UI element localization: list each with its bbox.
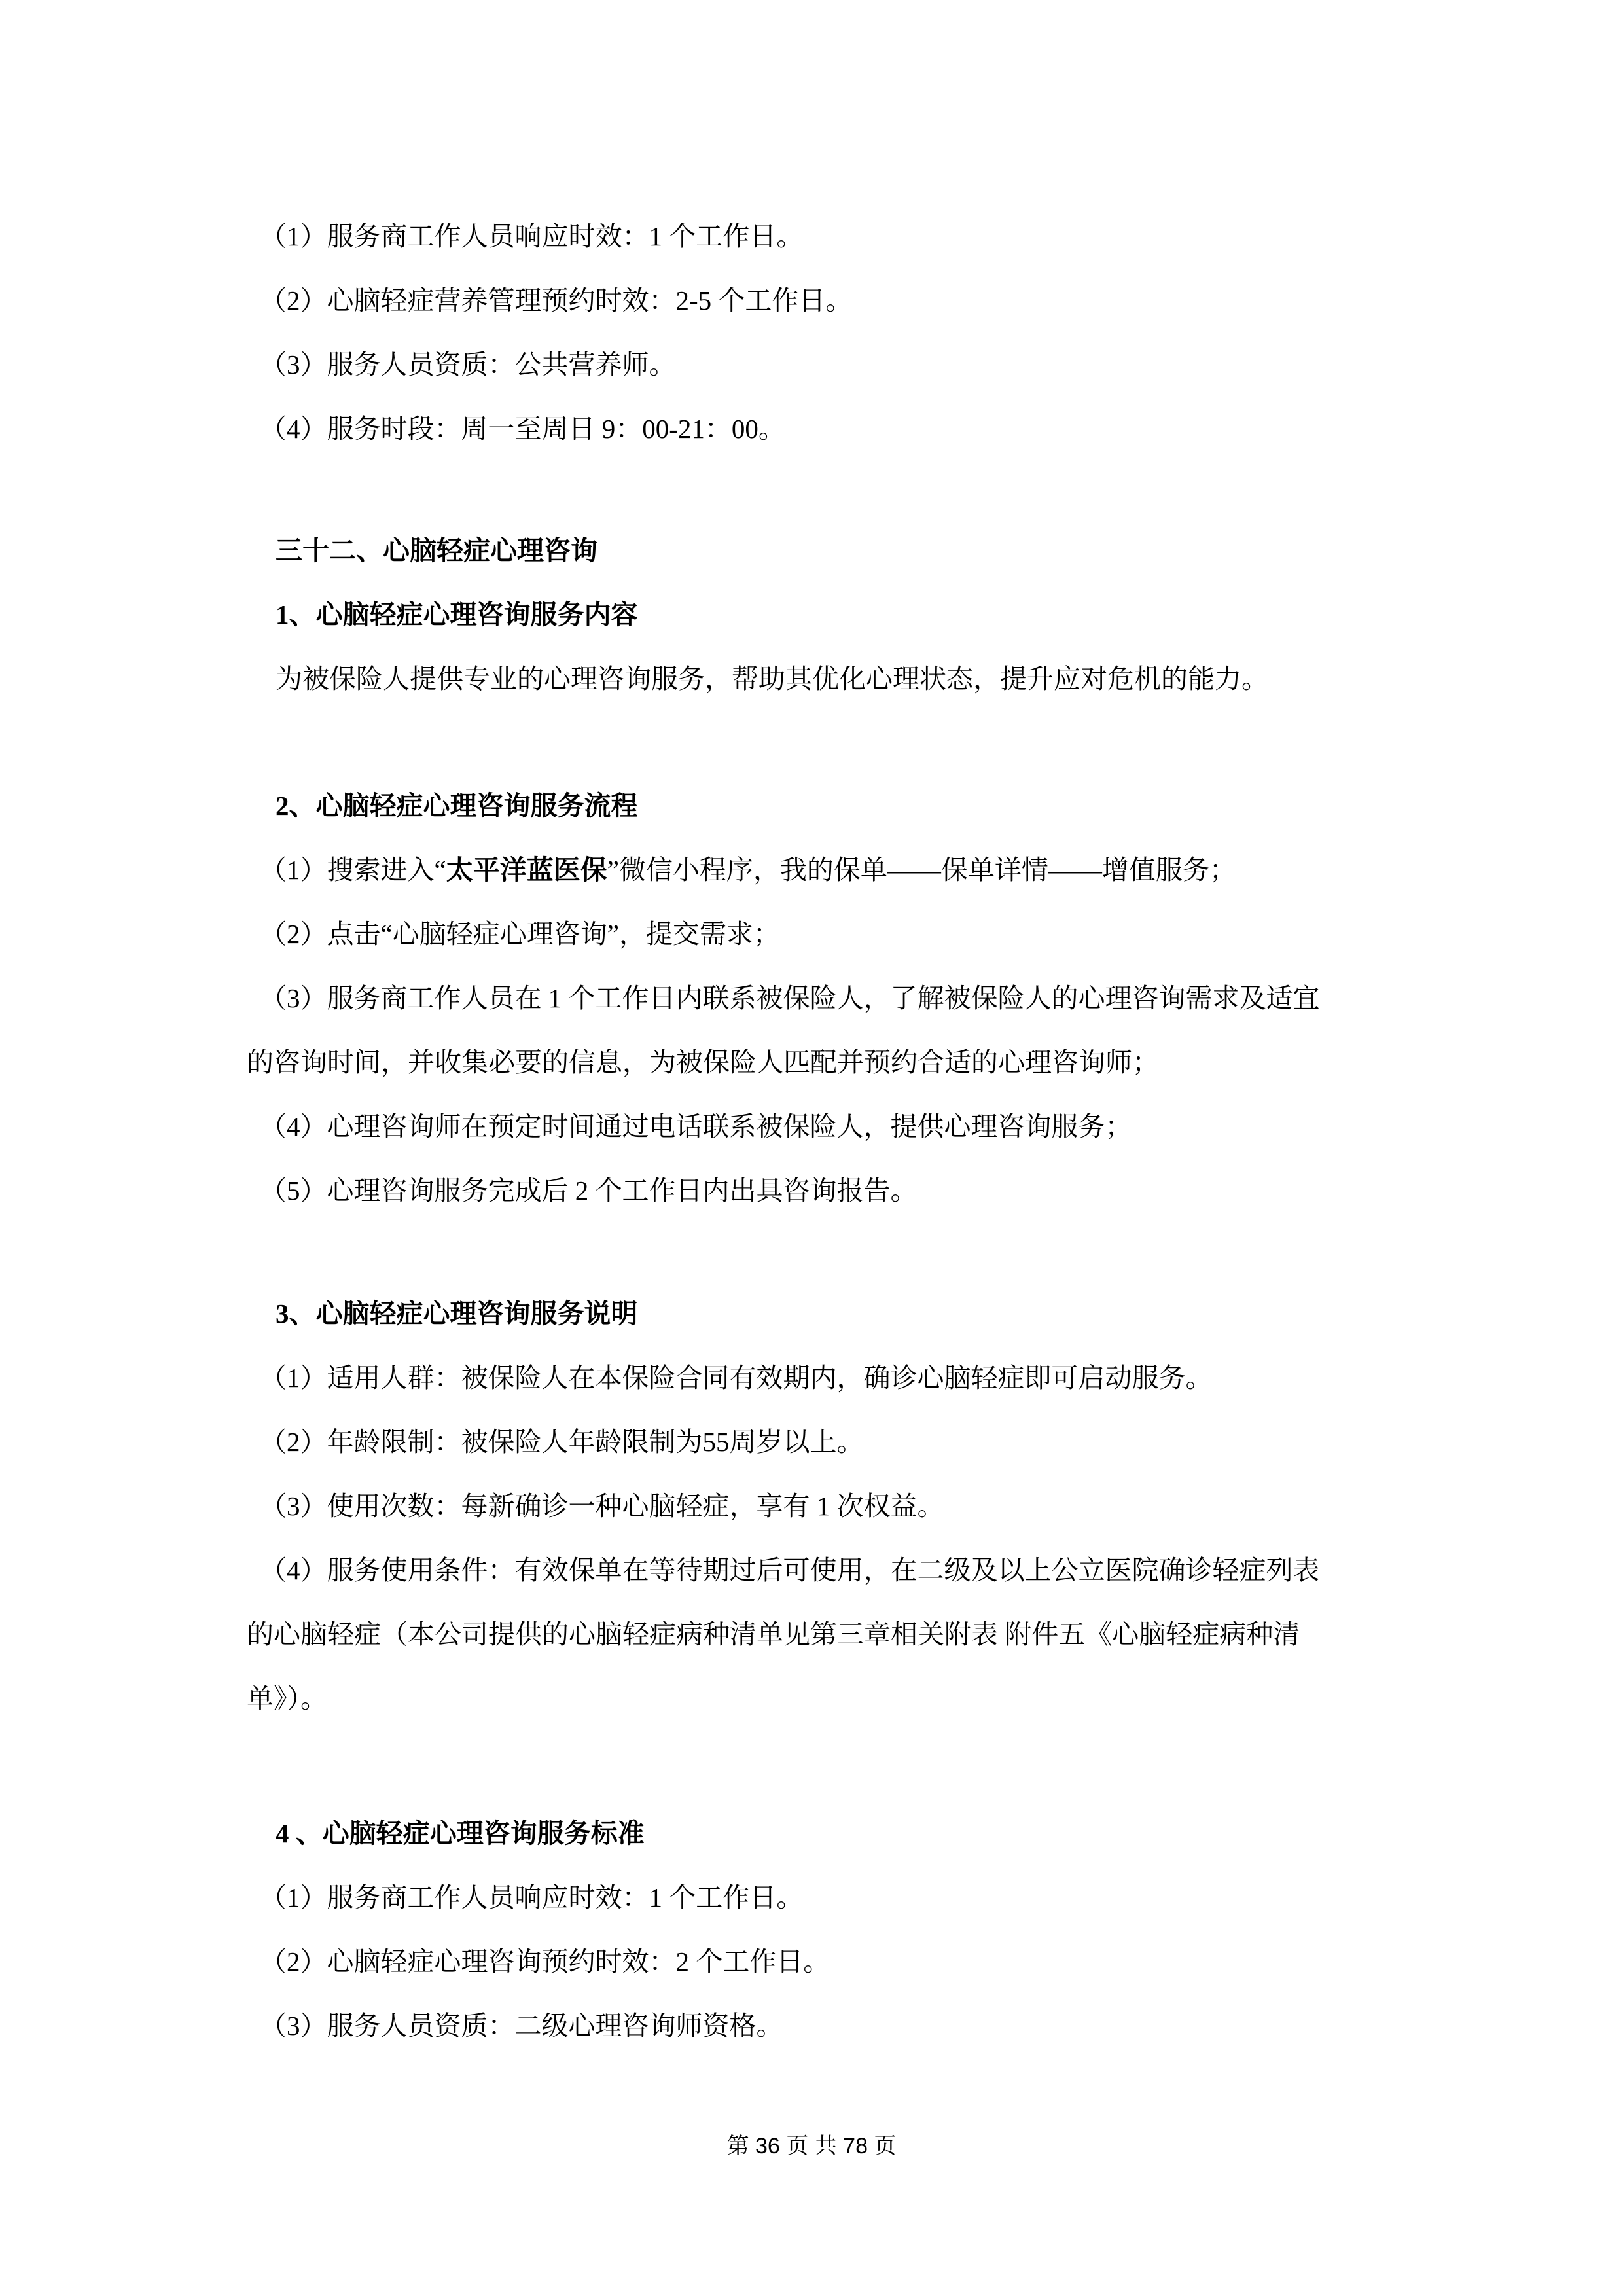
standards-list xyxy=(247,204,1418,461)
brand-name-bold: 太平洋蓝医保 xyxy=(446,855,607,885)
sub3-item-2: （2）年龄限制：被保险人年龄限制为55周岁以上。 xyxy=(260,1427,864,1457)
sub2-title: 2、心脑轻症心理咨询服务流程 xyxy=(276,791,638,821)
sub2-item-5: （5）心理咨询服务完成后 2 个工作日内出具咨询报告。 xyxy=(260,1175,918,1206)
document-body xyxy=(247,0,1418,2058)
standard-item-4: （4）服务时段：周一至周日 9：00-21：00。 xyxy=(260,414,785,444)
sub3-item-3: （3）使用次数：每新确诊一种心脑轻症，享有 1 次权益。 xyxy=(260,1491,944,1521)
sub2-item-4: （4）心理咨询师在预定时间通过电话联系被保险人，提供心理咨询服务； xyxy=(260,1111,1132,1141)
section-32 xyxy=(247,518,1418,2058)
sub2-item-1-pre: （1）搜索进入“ xyxy=(260,855,446,885)
sub3-item-1: （1）适用人群：被保险人在本保险合同有效期内，确诊心脑轻症即可启动服务。 xyxy=(260,1363,1213,1393)
sub3-item-4-line-1: （4）服务使用条件：有效保单在等待期过后可使用，在二级及以上公立医院确诊轻症列表 xyxy=(260,1555,1320,1585)
page-number-footer: 第 36 页 共 78 页 xyxy=(726,2134,897,2159)
section-32-title: 三十二、心脑轻症心理咨询 xyxy=(276,535,597,565)
sub4-title: 4 、心脑轻症心理咨询服务标准 xyxy=(276,1818,645,1848)
standard-item-2: （2）心脑轻症营养管理预约时效：2-5 个工作日。 xyxy=(260,285,853,315)
sub3-title: 3、心脑轻症心理咨询服务说明 xyxy=(276,1299,638,1329)
sub1-title: 1、心脑轻症心理咨询服务内容 xyxy=(276,600,638,630)
sub2-item-1 xyxy=(247,838,1418,902)
standard-item-1: （1）服务商工作人员响应时效：1 个工作日。 xyxy=(260,221,804,251)
sub2-item-2: （2）点击“心脑轻症心理咨询”，提交需求； xyxy=(260,919,780,949)
sub3-item-4-line-2: 的心脑轻症（本公司提供的心脑轻症病种清单见第三章相关附表 附件五《心脑轻症病种清 xyxy=(247,1619,1300,1649)
sub4-item-2: （2）心脑轻症心理咨询预约时效：2 个工作日。 xyxy=(260,1946,830,1977)
sub3-item-4-line-3: 单》）。 xyxy=(247,1683,327,1713)
sub4-item-1: （1）服务商工作人员响应时效：1 个工作日。 xyxy=(260,1882,804,1912)
sub2-item-3-line-1: （3）服务商工作人员在 1 个工作日内联系被保险人，了解被保险人的心理咨询需求及适宜 xyxy=(260,983,1320,1013)
standard-item-3: （3）服务人员资质：公共营养师。 xyxy=(260,350,676,380)
sub1-body-paragraph: 为被保险人提供专业的心理咨询服务，帮助其优化心理状态，提升应对危机的能力。 xyxy=(276,664,1268,694)
sub2-item-3-line-2: 的咨询时间，并收集必要的信息，为被保险人匹配并预约合适的心理咨询师； xyxy=(247,1047,1159,1077)
sub2-item-1-post: ”微信小程序，我的保单——保单详情——增值服务； xyxy=(607,855,1236,885)
sub4-item-3: （3）服务人员资质：二级心理咨询师资格。 xyxy=(260,2011,783,2041)
